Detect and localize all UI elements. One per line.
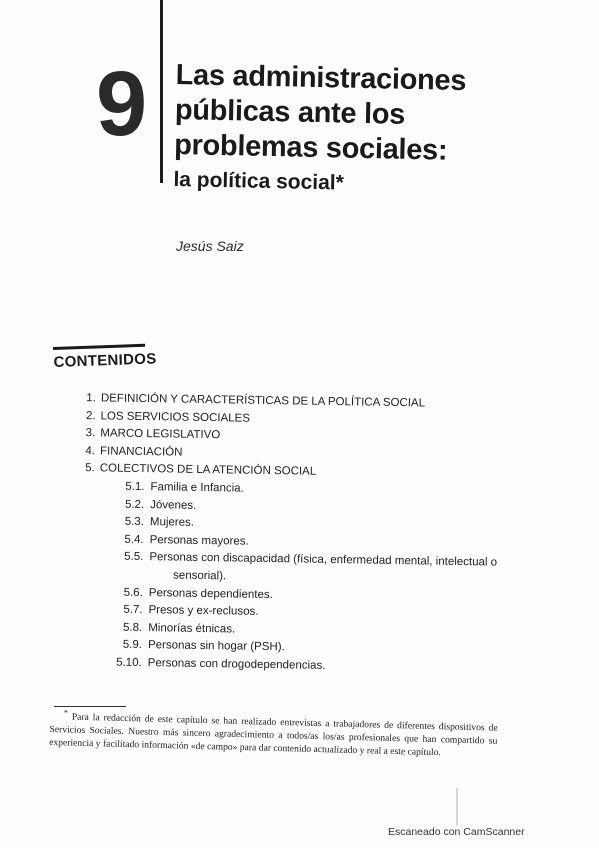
toc-subitem-number: 5.5. xyxy=(124,551,144,564)
scan-artifact xyxy=(456,788,458,826)
toc-subitem-text: Jóvenes. xyxy=(150,498,197,512)
toc-subitem-number: 5.3. xyxy=(124,515,145,529)
toc-subitem-text: Personas sin hogar (PSH). xyxy=(147,639,285,654)
toc-subitem-number: 5.9. xyxy=(122,639,143,652)
toc-item-text: MARCO LEGISLATIVO xyxy=(100,427,221,442)
toc-subitem-number: 5.1. xyxy=(125,480,145,494)
footnote xyxy=(49,710,498,761)
chapter-title-line-2: públicas ante los xyxy=(174,93,406,131)
toc-subitem-text: Personas con drogodependencias. xyxy=(147,657,326,672)
toc-subitem-text: Familia e Infancia. xyxy=(150,481,244,495)
toc-subitem-continuation-text: sensorial). xyxy=(173,569,227,583)
contents-rule xyxy=(53,344,145,350)
toc-subitem-number: 5.7. xyxy=(123,603,143,617)
toc-item-text: FINANCIACIÓN xyxy=(99,445,183,459)
toc-subitem-number: 5.6. xyxy=(123,586,143,599)
toc-item-number: 3. xyxy=(85,427,96,440)
toc-subitem-text: Presos y ex-reclusos. xyxy=(148,604,259,618)
toc-subitem-text: Mujeres. xyxy=(149,516,195,529)
chapter-title-line-1: Las administraciones xyxy=(175,58,467,98)
footnote-reference-mark: * xyxy=(335,171,345,195)
toc-subitem-number: 5.4. xyxy=(124,533,144,546)
contents-heading: CONTENIDOS xyxy=(53,350,157,371)
toc-item-number: 5. xyxy=(85,462,95,475)
toc-item-number: 2. xyxy=(85,409,96,422)
chapter-divider-rule xyxy=(160,0,163,183)
chapter-title-block xyxy=(173,58,576,203)
toc-subitem-number: 5.2. xyxy=(124,498,145,511)
footnote-mark: * xyxy=(63,708,69,718)
chapter-title-line-3: problemas sociales: xyxy=(173,128,448,167)
toc-subitem-text: Personas dependientes. xyxy=(148,586,273,601)
chapter-subtitle xyxy=(173,165,574,203)
toc-item-text: LOS SERVICIOS SOCIALES xyxy=(100,409,251,425)
toc-subitem-text: Minorías étnicas. xyxy=(148,621,236,636)
toc-item-number: 4. xyxy=(85,444,96,458)
toc-item-text: DEFINICIÓN Y CARACTERÍSTICAS DE LA POLÍTICA SOCIAL xyxy=(100,392,426,410)
toc-subitem-number: 5.10. xyxy=(116,656,142,669)
chapter-subtitle-text: la política social xyxy=(173,167,336,195)
toc-item-number: 1. xyxy=(86,392,96,405)
toc-subitem-text: Personas mayores. xyxy=(149,533,249,548)
footnote-text: Para la redacción de este capítulo se han realizado entrevistas a trabajadores de diferentes dispositivos de Servicios Sociales. Nuestro más sincero agradecimiento a todos/as los/as profesionales que han compartido su experiencia y facilitado información «de campo» para dar contenido actualizado y real a este capítulo. xyxy=(49,711,498,759)
footnote-rule xyxy=(54,706,126,707)
toc-item-text: COLECTIVOS DE LA ATENCIÓN SOCIAL xyxy=(99,462,317,479)
table-of-contents xyxy=(74,390,518,678)
chapter-number: 9 xyxy=(96,53,146,155)
contents-header xyxy=(53,343,157,371)
scanner-watermark: Escaneado con CamScanner xyxy=(388,826,525,838)
chapter-author: Jesús Saiz xyxy=(176,238,244,254)
toc-subitem-number: 5.8. xyxy=(122,621,143,634)
toc-subitem-text: Personas con discapacidad (física, enfermedad mental, intelectual o xyxy=(149,551,498,569)
